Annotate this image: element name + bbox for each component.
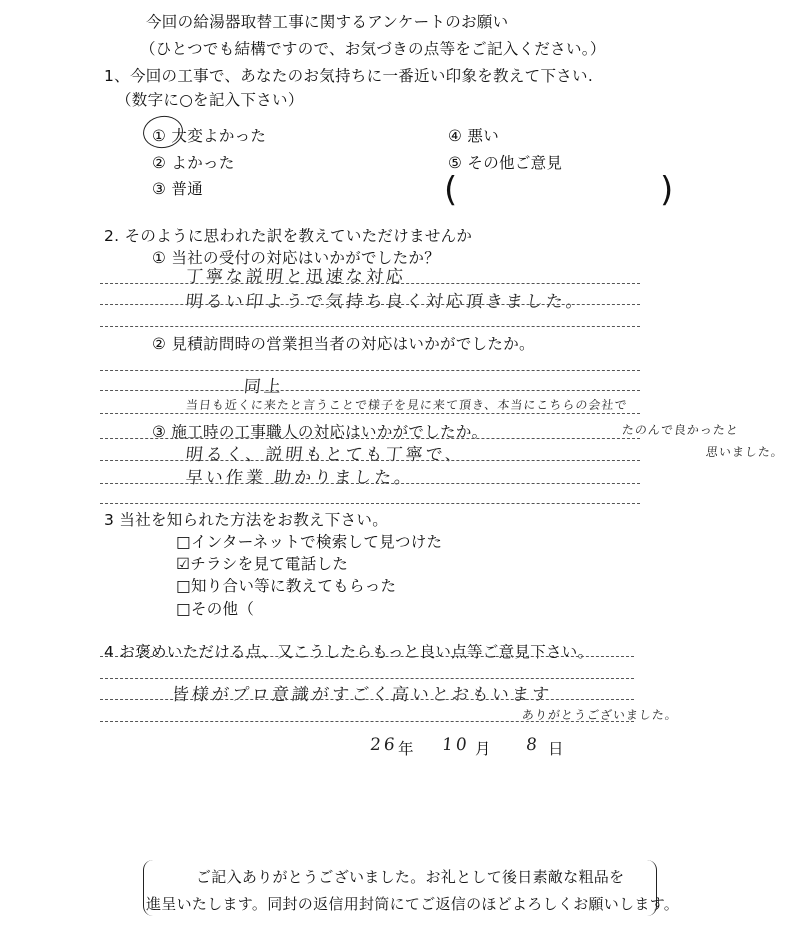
answer-line: [100, 413, 640, 414]
answer-line: [100, 390, 640, 391]
date-day-label: 日: [548, 740, 564, 758]
q3-option-3: □知り合い等に教えてもらった: [176, 577, 397, 595]
survey-subtitle: （ひとつでも結構ですので、お気づきの点等をご記入ください。）: [140, 40, 606, 58]
answer-line: [100, 503, 640, 504]
answer-line: [100, 721, 634, 722]
date-month-label: 月: [475, 740, 491, 758]
date-month-value: 10: [440, 735, 471, 755]
q4-question: 4 お褒めいただける点、又こうしたらもっと良い点等ご意見下さい。: [104, 643, 594, 661]
answer-line: [100, 656, 634, 657]
answer-line: [100, 283, 640, 284]
q3-question: 3 当社を知られた方法をお教え下さい。: [104, 511, 388, 529]
answer-line: [100, 370, 640, 371]
q2-question: 2. そのように思われた訳を教えていただけませんか: [104, 227, 473, 245]
q2-sub3: ③ 施工時の工事職人の対応はいかがでしたか。: [152, 423, 488, 441]
q4-answer-line1: 皆様がプロ意識がすごく高いとおもいます: [170, 685, 553, 705]
q1-other-paren-close: ): [660, 170, 674, 210]
q1-option-2: ② よかった: [152, 154, 235, 172]
q1-note: （数字に○を記入下さい）: [116, 91, 304, 109]
q1-option-3: ③ 普通: [152, 180, 204, 198]
q3-option-1: □インターネットで検索して見つけた: [176, 533, 443, 551]
q1-other-paren-open: (: [444, 170, 458, 210]
answer-line: [100, 483, 640, 484]
q2-answer2-line1: 同上: [242, 377, 285, 397]
q2-answer1-line1: 丁寧な説明と迅速な対応: [184, 267, 407, 287]
q3-option-4: □その他（: [176, 600, 255, 618]
q2-answer1-line2: 明るい印ようで気持ち良く対応頂きました。: [184, 292, 587, 312]
q2-answer2-line2: 当日も近くに来たと言うことで様子を見に来て頂き、本当にこちらの会社で: [185, 398, 629, 412]
q1-option-5: ⑤ その他ご意見: [448, 154, 563, 172]
q1-option-1: ① 大変よかった: [152, 127, 267, 145]
answer-line: [100, 326, 640, 327]
q2-answer2-line4: 思いました。: [705, 445, 785, 459]
q2-answer3-line2: 早い作業 助かりました。: [184, 468, 416, 488]
q4-answer-line2: ありがとうございました。: [521, 708, 679, 722]
q1-option-4: ④ 悪い: [448, 127, 500, 145]
q2-answer2-line3: たのんで良かったと: [621, 423, 740, 437]
q2-sub1: ① 当社の受付の対応はいかがでしたか？: [152, 249, 441, 267]
closing-line-1: ご記入ありがとうございました。お礼として後日素敵な粗品を: [196, 868, 625, 886]
q3-option-2: ☑チラシを見て電話した: [176, 555, 349, 573]
answer-line: [100, 304, 640, 305]
answer-line: [100, 678, 634, 679]
closing-line-2: 進呈いたします。同封の返信用封筒にてご返信のほどよろしくお願いします。: [146, 895, 680, 913]
date-year-label: 年: [398, 740, 414, 758]
date-year-value: 26: [368, 735, 399, 755]
date-day-value: 8: [524, 735, 541, 755]
answer-line: [100, 438, 640, 439]
q1-question: 1、今回の工事で、あなたのお気持ちに一番近い印象を教えて下さい.: [104, 67, 594, 85]
answer-line: [100, 699, 634, 700]
survey-title: 今回の給湯器取替工事に関するアンケートのお願い: [146, 13, 509, 31]
q2-answer3-line1: 明るく、説明もとても丁寧で、: [184, 445, 467, 465]
answer-line: [100, 460, 640, 461]
q2-sub2: ② 見積訪問時の営業担当者の対応はいかがでしたか。: [152, 335, 535, 353]
